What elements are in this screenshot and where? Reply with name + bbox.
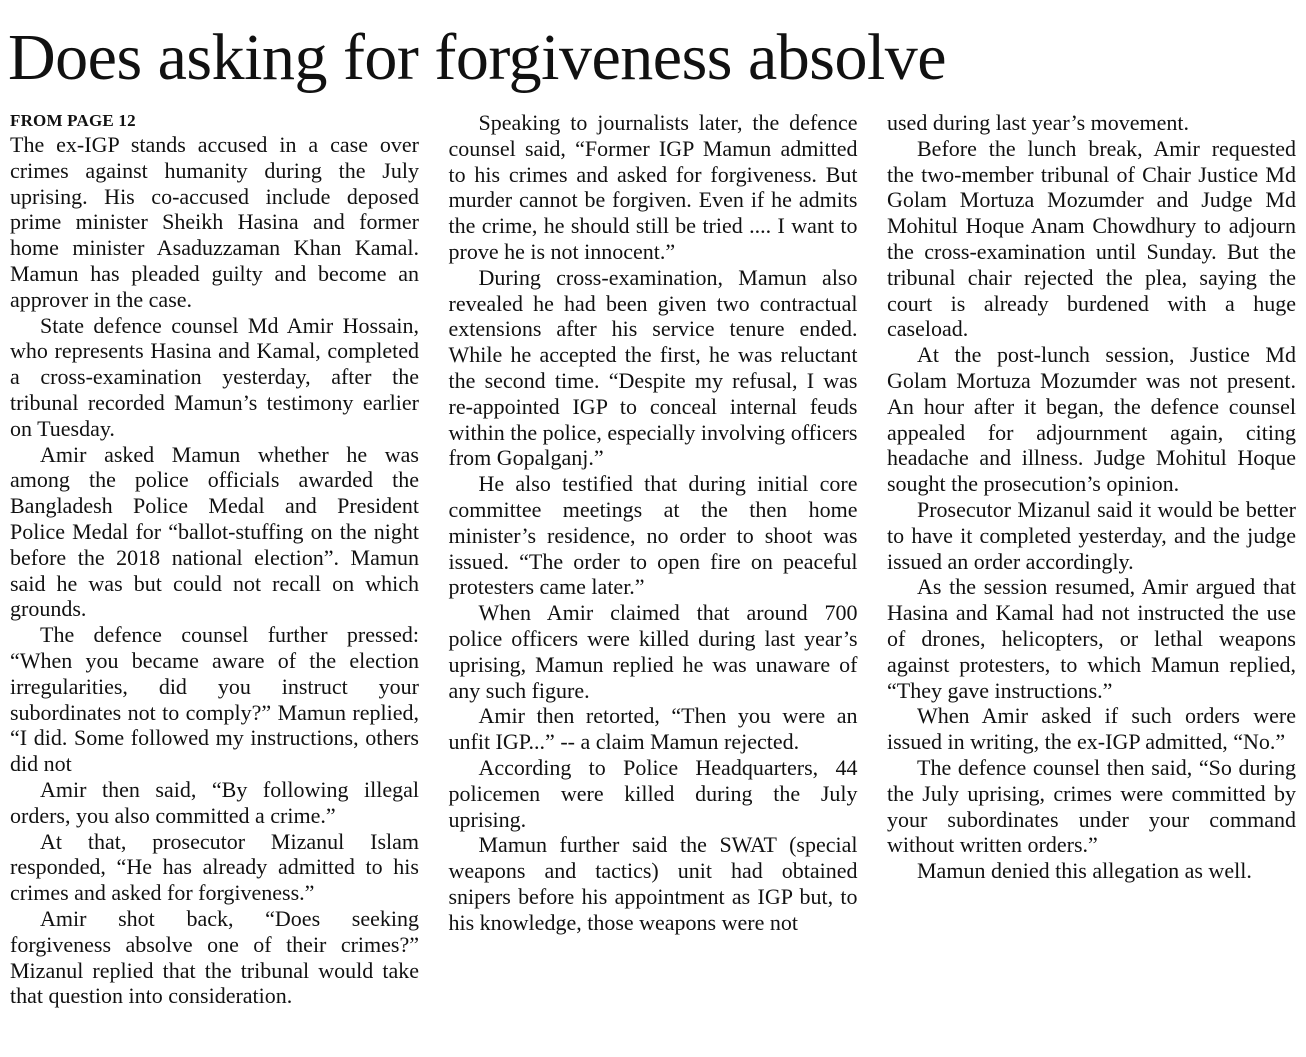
paragraph: Prosecutor Mizanul said it would be better to have it completed yesterday, and the judge issued an order accordingly. [887,496,1296,574]
column-3 [887,110,1296,1009]
paragraph: Mamun denied this allegation as well. [917,858,1252,884]
paragraph: When Amir asked if such orders were issued in writing, the ex-IGP admitted, “No.” [887,703,1296,755]
paragraph: The defence counsel then said, “So during the July uprising, crimes were committed by your subordinates under your command without written orders.” [887,754,1296,858]
paragraph: The ex-IGP stands accused in a case over crimes against humanity during the July uprising. His co-accused include deposed prime minister Sheikh Hasina and former home minister Asaduzzaman Khan Kamal. Mamun has pleaded guilty and become an approver in the case. [10,132,419,312]
headline: Does asking for forgiveness absolve [8,21,947,94]
column-1 [10,110,419,1009]
paragraph: At the post-lunch session, Justice Md Golam Mortuza Mozumder was not present. An hour after it began, the defence counsel appealed for adjournment again, citing headache and illness. Judge Mohitul Hoque sought the prosecution’s opinion. [887,342,1296,497]
paragraph: State defence counsel Md Amir Hossain, who represents Hasina and Kamal, completed a cross-examination yesterday, after the tribunal recorded Mamun’s testimony earlier on Tuesday. [10,312,419,441]
paragraph: Speaking to journalists later, the defence counsel said, “Former IGP Mamun admitted to his crimes and asked for forgiveness. But murder cannot be forgiven. Even if he admits the crime, he should still be tried .... I want to prove he is not innocent.” [448,110,858,264]
paragraph: As the session resumed, Amir argued that Hasina and Kamal had not instructed the use of drones, helicopters, or lethal weapons against protesters, to which Mamun replied, “They gave instructions.” [887,574,1296,703]
paragraph: Amir then said, “By following illegal orders, you also committed a crime.” [10,776,419,828]
paragraph: According to Police Headquarters, 44 policemen were killed during the July uprising. [448,754,858,832]
paragraph: The defence counsel further pressed: “When you became aware of the election irregularities, did you instruct your subordinates not to comply?” Mamun replied, “I did. Some followed my instructions, others did not [10,622,419,777]
column-2 [449,110,858,1009]
paragraph: When Amir claimed that around 700 police officers were killed during last year’s uprising, Mamun replied he was unaware of any such figure. [448,600,858,703]
paragraph: Amir shot back, “Does seeking forgiveness absolve one of their crimes?” Mizanul replied that the tribunal would take that question into consideration. [10,905,419,1009]
paragraph: Amir asked Mamun whether he was among the police officials awarded the Bangladesh Police Medal and President Police Medal for “ballot-stuffing on the night before the 2018 national election”. Mamun said he was but could not recall on which grounds. [10,441,419,622]
paragraph: Mamun further said the SWAT (special weapons and tactics) unit had obtained snipers before his appointment as IGP but, to his knowledge, those weapons were not [448,832,858,935]
paragraph: Before the lunch break, Amir requested the two-member tribunal of Chair Justice Md Golam Mortuza Mozumder and Judge Md Mohitul Hoque Anam Chowdhury to adjourn the cross-examination until Sunday. But the tribunal chair rejected the plea, saying the court is already burdened with a huge caseload. [887,135,1296,342]
paragraph: At that, prosecutor Mizanul Islam responded, “He has already admitted to his crimes and asked for forgiveness.” [10,828,419,906]
paragraph: He also testified that during initial core committee meetings at the then home minister’s residence, no order to shoot was issued. “The order to open fire on peaceful protesters came later.” [448,471,858,600]
kicker: FROM PAGE 12 [10,111,136,130]
paragraph: Amir then retorted, “Then you were an unfit IGP...” -- a claim Mamun rejected. [448,703,858,755]
article-body [10,110,1296,1009]
paragraph-continued: used during last year’s movement. [887,110,1190,135]
paragraph: During cross-examination, Mamun also revealed he had been given two contractual extensions after his service tenure ended. While he accepted the first, he was reluctant the second time. “Despite my refusal, I was re-appointed IGP to conceal internal feuds within the police, especially involving officers from Gopalganj.” [448,264,858,471]
